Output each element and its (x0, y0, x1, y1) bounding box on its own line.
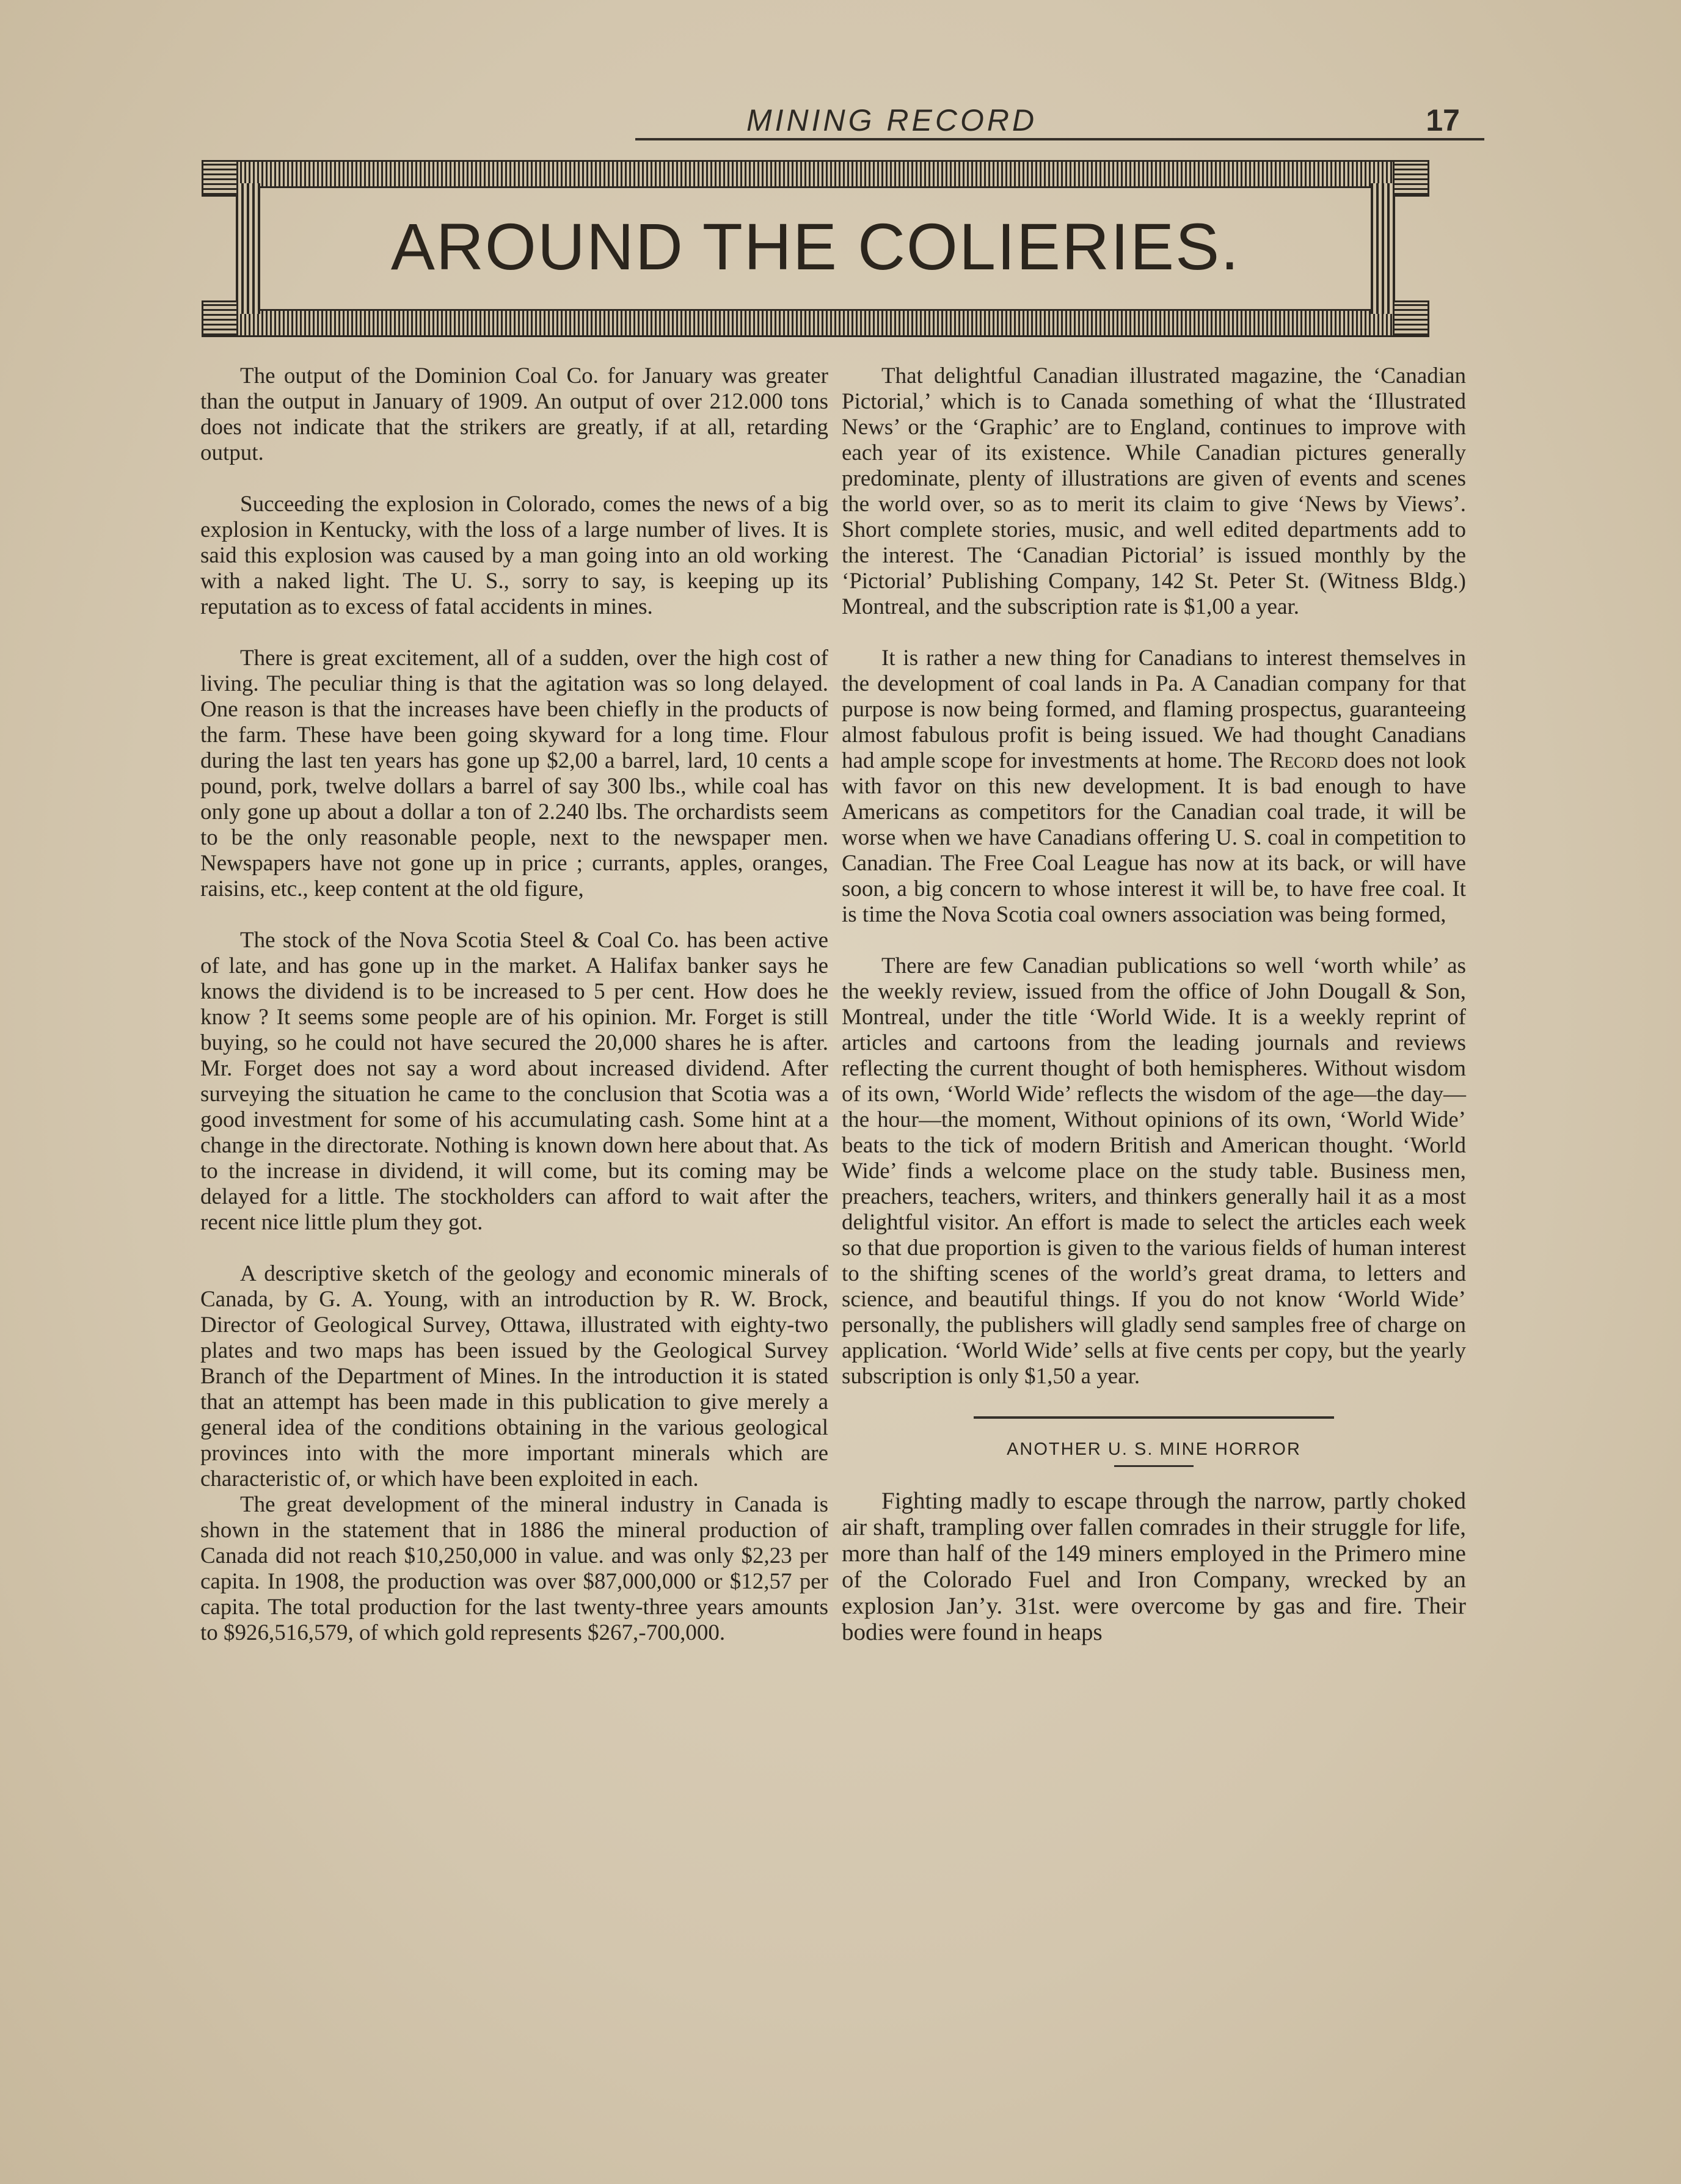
article-paragraph: There is great excitement, all of a sudden, over the high cost of living. The peculiar thing is that the agitation was so long delayed. One reason is that the increases have been chiefly in the products of the farm. These have been going skyward for a long time. Flour during the last ten years has gone up $2,00 a barrel, lard, 10 cents a pound, pork, twelve dollars a barrel of say 300 lbs., while coal has only gone up about a dollar a ton of 2.240 lbs. The orchardists seem to be the only reasonable people, next to the newspaper men. Newspapers have not gone up in price ; currants, apples, oranges, raisins, etc., keep content at the old figure, (200, 646, 828, 901)
section-divider (974, 1416, 1334, 1419)
section-title: AROUND THE COLIERIES. (390, 209, 1241, 283)
article-paragraph: The stock of the Nova Scotia Steel & Coal Co. has been active of late, and has gone up in the market. A Halifax banker says he knows the dividend is to be increased to 5 per cent. How does he know ? It seems some people are of his opinion. Mr. Forget is still buying, so he could not have secured the 20,000 shares he is after. Mr. Forget does not say a word about increased dividend. After surveying the situation he came to the conclusion that Scotia was a good investment for some of his accumulating cash. Some hint at a change in the directorate. Nothing is known down here about that. As to the increase in dividend, it will come, but its coming may be delayed for a little. The stockholders can afford to wait after the recent nice little plum they got. (200, 928, 828, 1235)
banner-bottom-border (202, 309, 1429, 337)
article-paragraph: A descriptive sketch of the geology and economic minerals of Canada, by G. A. Young, with an introduction by R. W. Brock, Director of Geological Survey, Ottawa, illustrated with eighty-two plates and two maps has been issued by the Geological Survey Branch of the Department of Mines. In the introduction it is stated that an attempt has been made in this publication to give merely a general idea of the conditions obtaining in the various geological provinces into with the more important minerals which are characteristic of, or which have been exploited in each. (200, 1261, 828, 1491)
article-paragraph: The output of the Dominion Coal Co. for January was greater than the output in January of 1909. An output of over 212.000 tons does not indicate that the strikers are greatly, if at all, retarding output. (200, 363, 828, 465)
record-small-caps: Record (1269, 748, 1338, 773)
article-paragraph: The great development of the mineral industry in Canada is shown in the statement that in 1886 the mineral production of Canada did not reach $10,250,000 in value. and was only $2,23 per capita. In 1908, the production was over $87,000,000 or $12,57 per capita. The total production for the last twenty-three years amounts to $926,516,579, of which gold represents $267,-700,000. (200, 1492, 828, 1645)
article-paragraph (842, 646, 1466, 928)
article-subhead: ANOTHER U. S. MINE HORROR (1007, 1440, 1301, 1459)
paragraph-text: It is rather a new thing for Canadians to interest themselves in the development of coal lands in Pa. A Canadian company for that purpose is now being formed, and flaming prospectus, guaranteeing almost fabulous profit is being issued. We had thought Canadians had ample scope for investments at home. The (842, 646, 1466, 773)
left-column (200, 363, 828, 1672)
right-column (842, 363, 1466, 1645)
banner-corner-ornament (1393, 160, 1429, 197)
paragraph-text: does not look with favor on this new development. It is bad enough to have Americans as competitors for the Canadian coal trade, it will be worse when we have Canadians offering U. S. coal in competition to Canadian. The Free Coal League has now at its back, or will have soon, a big concern to whose interest it will be, to have free coal. It is time the Nova Scotia coal owners association was being formed, (842, 748, 1467, 927)
subhead-rule (1114, 1465, 1194, 1467)
page-number: 17 (1426, 103, 1460, 137)
article-paragraph: Succeeding the explosion in Colorado, comes the news of a big explosion in Kentucky, with the loss of a large number of lives. It is said this explosion was caused by a man going into an old working with a naked light. The U. S., sorry to say, is keeping up its reputation as to excess of fatal accidents in mines. (200, 492, 828, 619)
news-paragraph: Fighting madly to escape through the narrow, partly choked air shaft, trampling over fallen comrades in their struggle for life, more than half of the 149 miners employed in the Primero mine of the Colorado Fuel and Iron Company, wrecked by an explosion Jan’y. 31st. were overcome by gas and fire. Their bodies were found in heaps (842, 1488, 1466, 1645)
header-rule (635, 138, 1484, 140)
running-title: MINING RECORD (746, 103, 1038, 137)
running-head (195, 103, 1472, 139)
article-paragraph: There are few Canadian publications so well ‘worth while’ as the weekly review, issued from the office of John Dougall & Son, Montreal, under the title ‘World Wide. It is a weekly reprint of articles and cartoons from the leading journals and reviews reflecting the current thought of both hemispheres. Without wisdom of its own, ‘World Wide’ reflects the wisdom of the age—the day—the hour—the moment, Without opinions of its own, ‘World Wide’ beats to the tick of modern British and American thought. ‘World Wide’ finds a welcome place on the study table. Business men, preachers, teachers, writers, and thinkers generally hail it as a most delightful visitor. An effort is made to select the articles each week so that due proportion is given to the various fields of human interest to the shifting scenes of the world’s great drama, to letters and science, and beautiful things. If you do not know ‘World Wide’ personally, the publishers will gladly send samples free of charge on application. ‘World Wide’ sells at five cents per copy, but the yearly subscription is only $1,50 a year. (842, 953, 1466, 1389)
article-paragraph: That delightful Canadian illustrated magazine, the ‘Canadian Pictorial,’ which is to Canada something of what the ‘Illustrated News’ or the ‘Graphic’ are to England, continues to improve with each year of its existence. While Canadian pictures generally predominate, plenty of illustrations are given of events and scenes the world over, so as to merit its claim to give ‘News by Views’. Short complete stories, music, and well edited departments add to the interest. The ‘Canadian Pictorial’ is issued monthly by the ‘Pictorial’ Publishing Company, 142 St. Peter St. (Witness Bldg.) Montreal, and the subscription rate is $1,00 a year. (842, 363, 1466, 619)
title-banner (202, 160, 1429, 337)
banner-corner-ornament (202, 160, 238, 197)
banner-corner-ornament (202, 300, 238, 337)
banner-top-border (202, 160, 1429, 188)
banner-corner-ornament (1393, 300, 1429, 337)
